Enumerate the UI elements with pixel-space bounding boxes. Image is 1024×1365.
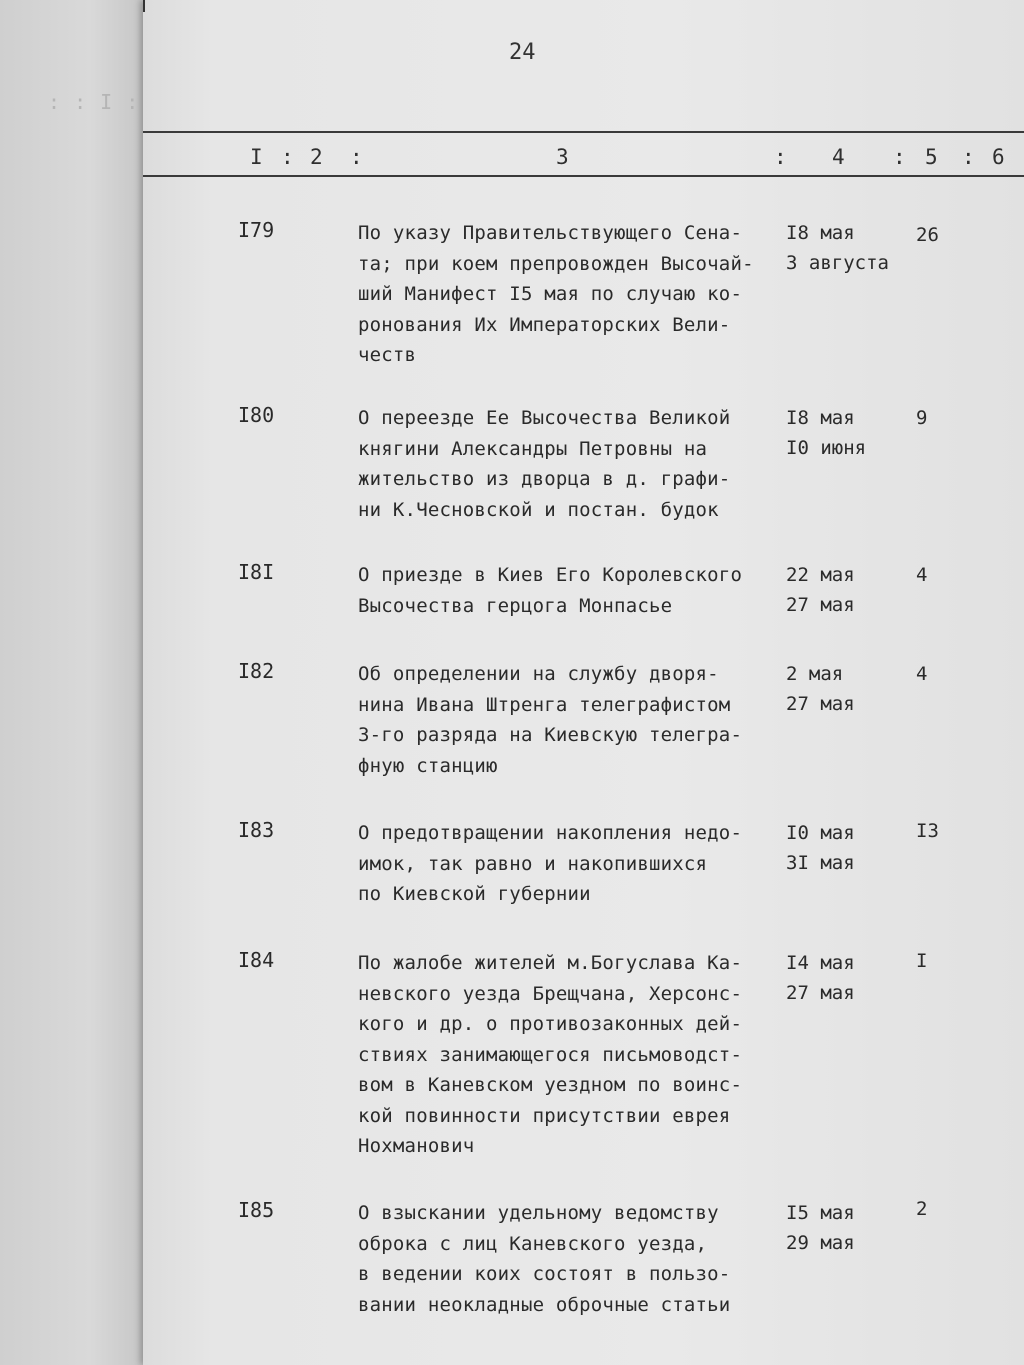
entry-date-end: 29 мая — [786, 1232, 855, 1254]
entry-number: I82 — [238, 659, 275, 683]
column-separator: : — [774, 145, 787, 169]
entry-sheet-count: 9 — [916, 407, 928, 429]
entry-number: I79 — [238, 218, 275, 242]
entry-sheet-count: 4 — [916, 663, 928, 685]
entry-sheet-count: 2 — [916, 1198, 928, 1220]
entry-description: По указу Правительствующего Сена- та; при коем препровожден Высочай- ший Манифест I5 мая по случаю ко- ронования Их Императорских Вели- честв — [358, 222, 754, 366]
entry-dates — [786, 403, 866, 463]
entry-date-end: I0 июня — [786, 437, 867, 459]
entry-sheet-count: 26 — [916, 224, 939, 246]
column-header-3: 3 — [556, 145, 569, 169]
entry-date-start: 2 мая — [786, 663, 844, 685]
column-header-2: 2 — [310, 145, 323, 169]
entry-description: О приезде в Киев Его Королевского Высочества герцога Монпасье — [358, 564, 743, 617]
entry-description: О предотвращении накопления недо- имок, так равно и накопившихся по Киевской губернии — [358, 822, 743, 905]
entry-sheet-count: I3 — [916, 820, 939, 842]
column-header-4: 4 — [832, 145, 845, 169]
entry-date-start: I5 мая — [786, 1202, 855, 1224]
entry-date-start: I0 мая — [786, 822, 855, 844]
adjacent-page-edge — [0, 0, 150, 1365]
entry-number: I8I — [238, 560, 275, 584]
entry-dates — [786, 659, 855, 719]
entry-date-end: 27 мая — [786, 693, 855, 715]
entry-number: I85 — [238, 1198, 275, 1222]
header-rule-bottom — [143, 175, 1024, 177]
column-header-6: 6 — [992, 145, 1005, 169]
entry-description: О взыскании удельному ведомству оброка с лиц Каневского уезда, в ведении коих состоят в пользо- вании неокладные оброчные статьи — [358, 1202, 731, 1316]
entry-description: Об определении на службу дворя- нина Ивана Штренга телеграфистом 3-го разряда на Киевскую телегра- фную станцию — [358, 663, 743, 777]
column-separator: : — [962, 145, 975, 169]
column-separator: : — [350, 145, 363, 169]
column-header-5: 5 — [925, 145, 938, 169]
entry-date-end: 27 мая — [786, 594, 855, 616]
entry-date-start: I4 мая — [786, 952, 855, 974]
entry-dates — [786, 818, 855, 878]
entry-dates — [786, 218, 889, 278]
entry-date-start: I8 мая — [786, 407, 855, 429]
column-separator: : — [281, 145, 294, 169]
entry-number: I83 — [238, 818, 275, 842]
page-number: 24 — [509, 40, 536, 65]
entry-description: О переезде Ее Высочества Великой княгини Александры Петровны на жительство из дворца в д. графи- ни К.Чесновской и постан. будок — [358, 407, 731, 521]
entry-sheet-count: I — [916, 950, 928, 972]
entry-number: I84 — [238, 948, 275, 972]
entry-number: I80 — [238, 403, 275, 427]
entry-dates — [786, 1198, 855, 1258]
entry-dates — [786, 948, 855, 1008]
entry-date-end: 27 мая — [786, 982, 855, 1004]
header-rule-top — [143, 131, 1024, 133]
binding-mark — [143, 0, 145, 12]
entry-date-end: 3I мая — [786, 852, 855, 874]
entry-sheet-count: 4 — [916, 564, 928, 586]
adjacent-page-ghost-text: : : I : — [48, 90, 140, 114]
entry-date-start: I8 мая — [786, 222, 855, 244]
entry-date-start: 22 мая — [786, 564, 855, 586]
entry-description: По жалобе жителей м.Богуслава Ка- невского уезда Брещчана, Херсонс- кого и др. о противозаконных дей- ствиях занимающегося письмоводст- вом в Каневском уездном по воинс- кой повинности присутствии еврея Нохманович — [358, 952, 743, 1157]
column-separator: : — [893, 145, 906, 169]
entry-date-end: 3 августа — [786, 252, 889, 274]
entry-dates — [786, 560, 855, 620]
column-header-1: I — [250, 145, 263, 169]
